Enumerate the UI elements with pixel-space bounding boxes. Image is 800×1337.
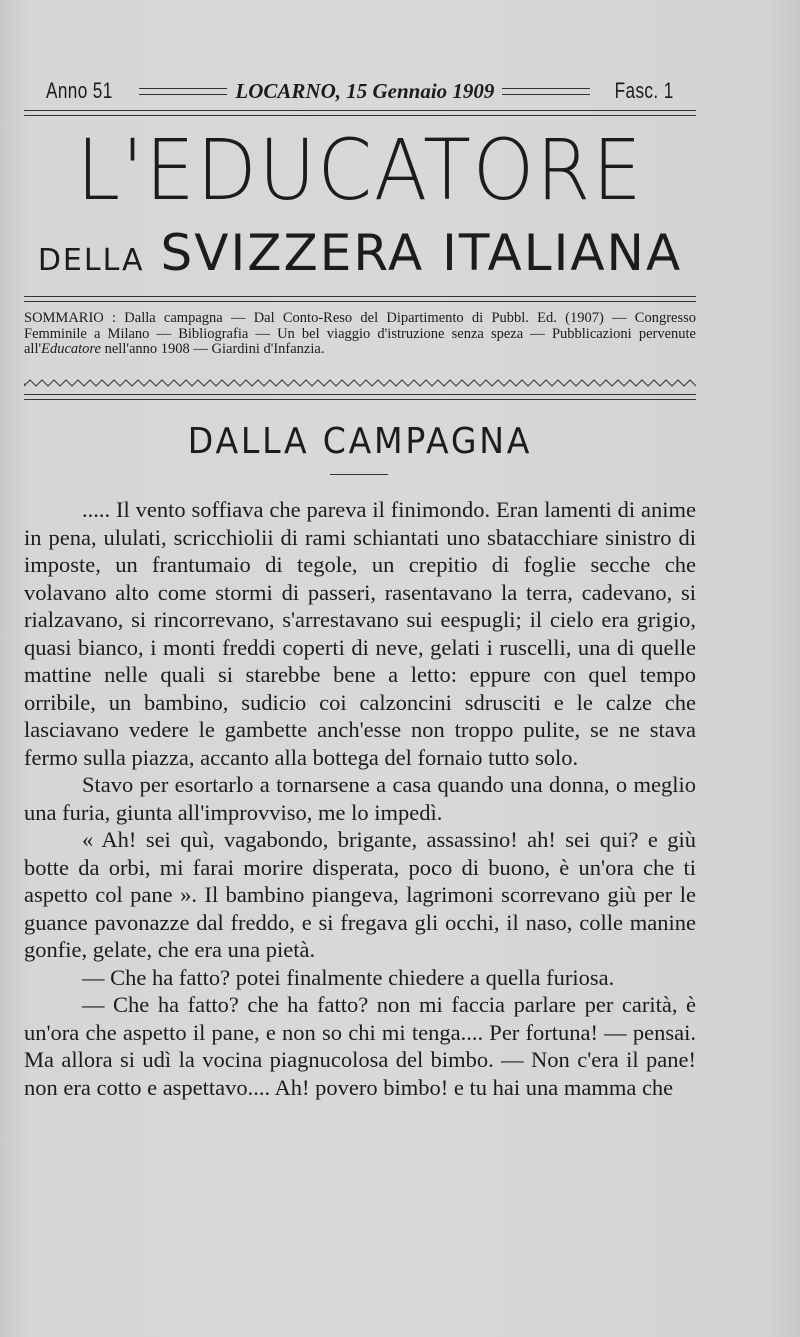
journal-title: L'EDUCATORE — [76, 121, 644, 219]
header-dash-right — [502, 88, 590, 95]
article-body — [24, 496, 696, 1101]
header-dash-left — [139, 88, 227, 95]
article-paragraph: — Che ha fatto? che ha fatto? non mi faccia parlare per carità, è un'ora che aspetto il pane, e non so chi mi tenga.... Per fortuna! — pensai. Ma allora si udì la vocina piagnucolosa del bimbo. — Non c'era il pane! non era cotto e aspettavo.... Ah! povero bimbo! e tu hai una mamma che — [24, 992, 696, 1100]
article-paragraph: Stavo per esortarlo a tornarsene a casa quando una donna, o meglio una furia, giunta all'improvviso, me lo impedì. — [24, 772, 696, 825]
summary-text-after: nell'anno 1908 — Giardini d'Infanzia. — [100, 341, 325, 357]
summary-label: SOMMARIO : — [24, 310, 117, 326]
wavy-divider — [24, 378, 696, 388]
subtitle-svizzera-italiana: SVIZZERA ITALIANA — [160, 224, 683, 282]
summary-top-rule — [24, 296, 696, 302]
masthead-header-line — [24, 76, 696, 106]
summary-bottom-rule — [24, 394, 696, 400]
issue-number: Fasc. 1 — [615, 78, 675, 103]
article-title-rule — [330, 474, 388, 475]
article-paragraph: — Che ha fatto? potei finalmente chiedere a quella furiosa. — [82, 964, 615, 990]
subtitle-della: DELLA — [37, 243, 145, 278]
header-rule — [24, 110, 696, 116]
journal-subtitle — [24, 224, 696, 282]
article-paragraph: « Ah! sei quì, vagabondo, brigante, assassino! ah! sei qui? e giù botte da orbi, mi farai morire disperata, poco di buono, è un'ora che ti aspetto col pane ». Il bambino piangeva, lagrimoni scorrevano giù per le guance pavonazze dal freddo, e si fregava gli occhi, il naso, colle manine gonfie, gelate, che era una pietà. — [24, 827, 696, 962]
place-date: LOCARNO, 15 Gennaio 1909 — [235, 78, 495, 103]
summary-block — [24, 311, 696, 358]
article-title: DALLA CAMPAGNA — [187, 421, 533, 462]
article-paragraph: ..... Il vento soffiava che pareva il finimondo. Eran lamenti di anime in pena, ululati, scricchiolii di rami schiantati uno sbatacchiare sinistro di imposte, un frantumaio di tegole, un crepitio di foglie secche che volavano alto come stormi di passeri, rasentavano la terra, cadevano, si rialzavano, si rincorrevano, s'arrestavano sui eespugli; il cielo era grigio, quasi bianco, i monti freddi coperti di neve, gelati i ruscelli, una di quelle mattine nelle quali si starebbe bene a letto: eppure con quel tempo orribile, un bambino, sudicio coi calzoncini sdrusciti e le calze che lasciavano vedere le gambette anch'esse non troppo pulite, se ne stava fermo sulla piazza, accanto alla bottega del fornaio tutto solo. — [24, 497, 696, 770]
issue-year: Anno 51 — [46, 78, 113, 103]
summary-text-before: Dalla campagna — Dal Conto-Reso del Dipartimento di Pubbl. Ed. (1907) — Congresso Femminile a Milano — Bibliografia — Un bel viaggio d'istruzione senza speza — Pubblicazioni pervenute all' — [24, 310, 696, 357]
summary-italic: Educatore — [41, 341, 101, 357]
